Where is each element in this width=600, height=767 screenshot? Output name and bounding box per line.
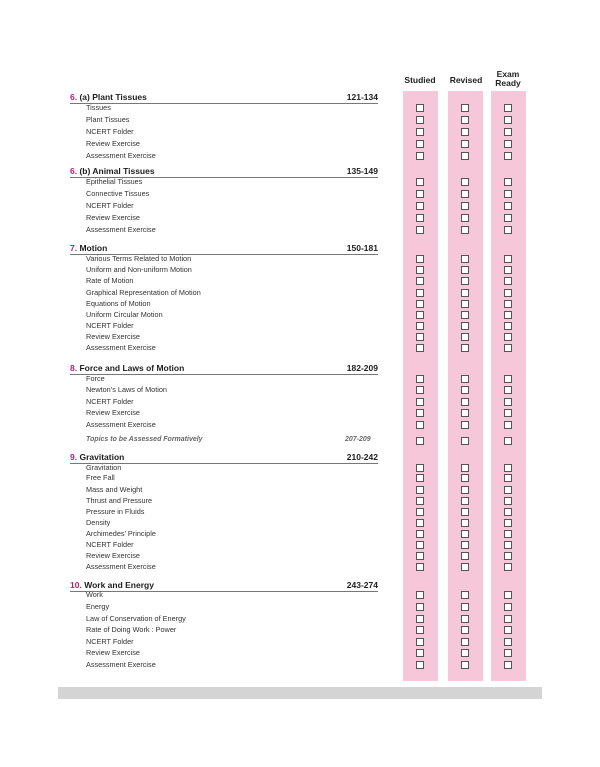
column-header-exam-ready xyxy=(488,70,528,88)
studied-checkbox[interactable] xyxy=(416,202,424,210)
studied-checkbox[interactable] xyxy=(416,615,424,623)
section-number: 10. xyxy=(70,580,82,590)
topic-item: Review Exercise xyxy=(86,213,140,222)
studied-checkbox[interactable] xyxy=(416,541,424,549)
revised-checkbox[interactable] xyxy=(461,615,469,623)
studied-checkbox[interactable] xyxy=(416,333,424,341)
exam-ready-checkbox[interactable] xyxy=(504,311,512,319)
studied-checkbox[interactable] xyxy=(416,464,424,472)
studied-checkbox[interactable] xyxy=(416,277,424,285)
topic-item: Graphical Representation of Motion xyxy=(86,288,201,297)
exam-ready-checkbox[interactable] xyxy=(504,214,512,222)
studied-checkbox[interactable] xyxy=(416,116,424,124)
section-title xyxy=(70,166,155,176)
studied-checkbox[interactable] xyxy=(416,591,424,599)
section-title xyxy=(70,243,107,253)
revised-checkbox[interactable] xyxy=(461,409,469,417)
topic-item: Assessment Exercise xyxy=(86,562,156,571)
revised-checkbox[interactable] xyxy=(461,226,469,234)
topic-item: Various Terms Related to Motion xyxy=(86,254,192,263)
topic-item: Tissues xyxy=(86,103,111,112)
revised-checkbox[interactable] xyxy=(461,300,469,308)
section-title-text: Gravitation xyxy=(79,452,125,462)
exam-ready-checkbox[interactable] xyxy=(504,104,512,112)
section-pages: 243-274 xyxy=(346,580,378,590)
exam-ready-checkbox[interactable] xyxy=(504,202,512,210)
topic-item: Thrust and Pressure xyxy=(86,496,153,505)
topic-item: Energy xyxy=(86,602,110,611)
topic-item: Review Exercise xyxy=(86,551,140,560)
exam-ready-checkbox[interactable] xyxy=(504,322,512,330)
revised-checkbox[interactable] xyxy=(461,519,469,527)
section-pages: 135-149 xyxy=(346,166,378,176)
exam-ready-checkbox[interactable] xyxy=(504,464,512,472)
studied-checkbox[interactable] xyxy=(416,128,424,136)
topic-item: NCERT Folder xyxy=(86,397,134,406)
topic-item: Assessment Exercise xyxy=(86,420,156,429)
exam-ready-checkbox[interactable] xyxy=(504,116,512,124)
exam-ready-checkbox[interactable] xyxy=(504,591,512,599)
studied-checkbox[interactable] xyxy=(416,311,424,319)
topic-item: NCERT Folder xyxy=(86,637,134,646)
section-number: 7. xyxy=(70,243,78,253)
topic-item: Review Exercise xyxy=(86,408,140,417)
topic-item: Epithelial Tissues xyxy=(86,177,143,186)
exam-ready-checkbox[interactable] xyxy=(504,638,512,646)
revised-checkbox[interactable] xyxy=(461,255,469,263)
section-divider xyxy=(70,103,378,104)
studied-checkbox[interactable] xyxy=(416,497,424,505)
revised-checkbox[interactable] xyxy=(461,140,469,148)
studied-checkbox[interactable] xyxy=(416,421,424,429)
section-number: 9. xyxy=(70,452,78,462)
studied-checkbox[interactable] xyxy=(416,178,424,186)
revised-checkbox[interactable] xyxy=(461,603,469,611)
revised-checkbox[interactable] xyxy=(461,563,469,571)
topic-item: NCERT Folder xyxy=(86,540,134,549)
exam-ready-checkbox[interactable] xyxy=(504,474,512,482)
topic-item: Force xyxy=(86,374,105,383)
exam-ready-checkbox[interactable] xyxy=(504,486,512,494)
topic-item: Mass and Weight xyxy=(86,485,143,494)
topic-item: Review Exercise xyxy=(86,139,140,148)
topic-item: Archimedes’ Principle xyxy=(86,529,156,538)
section-number: 6. xyxy=(70,166,78,176)
topic-item: Rate of Doing Work : Power xyxy=(86,625,177,634)
section-title xyxy=(70,580,154,590)
topic-item: Review Exercise xyxy=(86,648,140,657)
studied-checkbox[interactable] xyxy=(416,300,424,308)
formative-assessment-pages: 207-209 xyxy=(345,436,371,443)
exam-ready-checkbox[interactable] xyxy=(504,615,512,623)
revised-checkbox[interactable] xyxy=(461,638,469,646)
exam-ready-checkbox[interactable] xyxy=(504,266,512,274)
exam-ready-checkbox[interactable] xyxy=(504,541,512,549)
studied-checkbox[interactable] xyxy=(416,437,424,445)
revised-checkbox[interactable] xyxy=(461,322,469,330)
exam-ready-checkbox[interactable] xyxy=(504,508,512,516)
studied-checkbox[interactable] xyxy=(416,661,424,669)
studied-checkbox[interactable] xyxy=(416,638,424,646)
topic-item: Plant Tissues xyxy=(86,115,130,124)
revised-checkbox[interactable] xyxy=(461,311,469,319)
studied-checkbox[interactable] xyxy=(416,552,424,560)
exam-ready-checkbox[interactable] xyxy=(504,409,512,417)
revised-checkbox[interactable] xyxy=(461,104,469,112)
exam-ready-checkbox[interactable] xyxy=(504,661,512,669)
topic-item: Uniform Circular Motion xyxy=(86,310,163,319)
studied-checkbox[interactable] xyxy=(416,152,424,160)
revised-checkbox[interactable] xyxy=(461,661,469,669)
studied-checkbox[interactable] xyxy=(416,322,424,330)
section-pages: 210-242 xyxy=(346,452,378,462)
exam-ready-checkbox[interactable] xyxy=(504,626,512,634)
studied-checkbox[interactable] xyxy=(416,266,424,274)
section-number: 8. xyxy=(70,363,78,373)
exam-ready-checkbox[interactable] xyxy=(504,255,512,263)
revised-checkbox[interactable] xyxy=(461,497,469,505)
exam-ready-checkbox[interactable] xyxy=(504,375,512,383)
topic-item: Free Fall xyxy=(86,473,115,482)
revised-checkbox[interactable] xyxy=(461,437,469,445)
section-title-text: (a) Plant Tissues xyxy=(79,92,147,102)
topic-item: Assessment Exercise xyxy=(86,660,156,669)
section-title xyxy=(70,363,184,373)
revised-checkbox[interactable] xyxy=(461,190,469,198)
topic-item: Uniform and Non-uniform Motion xyxy=(86,265,192,274)
exam-ready-checkbox[interactable] xyxy=(504,603,512,611)
revised-checkbox[interactable] xyxy=(461,591,469,599)
section-title xyxy=(70,92,147,102)
revised-checkbox[interactable] xyxy=(461,152,469,160)
topic-item: Equations of Motion xyxy=(86,299,151,308)
exam-ready-checkbox[interactable] xyxy=(504,437,512,445)
exam-ready-checkbox[interactable] xyxy=(504,190,512,198)
section-divider xyxy=(70,591,378,592)
topic-item: Gravitation xyxy=(86,463,122,472)
topic-item: Review Exercise xyxy=(86,332,140,341)
exam-ready-checkbox[interactable] xyxy=(504,530,512,538)
section-pages: 182-209 xyxy=(346,363,378,373)
studied-checkbox[interactable] xyxy=(416,386,424,394)
exam-ready-checkbox[interactable] xyxy=(504,300,512,308)
exam-ready-checkbox[interactable] xyxy=(504,128,512,136)
revised-checkbox[interactable] xyxy=(461,530,469,538)
revised-checkbox[interactable] xyxy=(461,421,469,429)
studied-checkbox[interactable] xyxy=(416,375,424,383)
column-header-studied: Studied xyxy=(404,75,436,85)
exam-ready-checkbox[interactable] xyxy=(504,277,512,285)
exam-ready-checkbox[interactable] xyxy=(504,552,512,560)
section-number: 6. xyxy=(70,92,78,102)
exam-ready-checkbox[interactable] xyxy=(504,497,512,505)
studied-checkbox[interactable] xyxy=(416,530,424,538)
column-header-revised: Revised xyxy=(449,75,483,85)
topic-item: Assessment Exercise xyxy=(86,343,156,352)
studied-checkbox[interactable] xyxy=(416,519,424,527)
revised-checkbox[interactable] xyxy=(461,398,469,406)
studied-checkbox[interactable] xyxy=(416,626,424,634)
exam-ready-checkbox[interactable] xyxy=(504,333,512,341)
revised-checkbox[interactable] xyxy=(461,128,469,136)
section-divider xyxy=(70,374,378,375)
topic-item: Assessment Exercise xyxy=(86,225,156,234)
column-header-exam-ready-line2: Ready xyxy=(495,78,521,88)
section-title-text: Work and Energy xyxy=(84,580,154,590)
section-header xyxy=(70,580,378,592)
revised-checkbox[interactable] xyxy=(461,202,469,210)
footer-bar xyxy=(58,687,542,699)
revised-checkbox[interactable] xyxy=(461,541,469,549)
revised-checkbox[interactable] xyxy=(461,116,469,124)
studied-checkbox[interactable] xyxy=(416,289,424,297)
section-header xyxy=(70,92,378,104)
topic-item: NCERT Folder xyxy=(86,321,134,330)
topic-item: Work xyxy=(86,590,103,599)
studied-checkbox[interactable] xyxy=(416,255,424,263)
studied-checkbox[interactable] xyxy=(416,190,424,198)
studied-checkbox[interactable] xyxy=(416,104,424,112)
revised-checkbox[interactable] xyxy=(461,626,469,634)
exam-ready-checkbox[interactable] xyxy=(504,344,512,352)
studied-checkbox[interactable] xyxy=(416,409,424,417)
section-title-text: Force and Laws of Motion xyxy=(79,363,185,373)
topic-item: NCERT Folder xyxy=(86,201,134,210)
studied-checkbox[interactable] xyxy=(416,344,424,352)
topic-item: Assessment Exercise xyxy=(86,151,156,160)
topic-item: Connective Tissues xyxy=(86,189,150,198)
exam-ready-checkbox[interactable] xyxy=(504,563,512,571)
studied-checkbox[interactable] xyxy=(416,474,424,482)
studied-checkbox[interactable] xyxy=(416,649,424,657)
section-title-text: Motion xyxy=(79,243,108,253)
topic-item: Newton’s Laws of Motion xyxy=(86,385,167,394)
exam-ready-checkbox[interactable] xyxy=(504,519,512,527)
topic-item: Pressure in Fluids xyxy=(86,507,145,516)
revised-checkbox[interactable] xyxy=(461,552,469,560)
section-title-text: (b) Animal Tissues xyxy=(79,166,155,176)
studied-checkbox[interactable] xyxy=(416,603,424,611)
exam-ready-checkbox[interactable] xyxy=(504,649,512,657)
revised-checkbox[interactable] xyxy=(461,464,469,472)
exam-ready-checkbox[interactable] xyxy=(504,421,512,429)
revised-checkbox[interactable] xyxy=(461,344,469,352)
topic-item: NCERT Folder xyxy=(86,127,134,136)
studied-checkbox[interactable] xyxy=(416,563,424,571)
exam-ready-checkbox[interactable] xyxy=(504,398,512,406)
revised-checkbox[interactable] xyxy=(461,375,469,383)
studied-checkbox[interactable] xyxy=(416,508,424,516)
section-pages: 121-134 xyxy=(346,92,378,102)
studied-checkbox[interactable] xyxy=(416,486,424,494)
studied-checkbox[interactable] xyxy=(416,140,424,148)
exam-ready-checkbox[interactable] xyxy=(504,289,512,297)
topic-item: Rate of Motion xyxy=(86,276,134,285)
revised-checkbox[interactable] xyxy=(461,386,469,394)
section-pages: 150-181 xyxy=(346,243,378,253)
revised-checkbox[interactable] xyxy=(461,214,469,222)
studied-checkbox[interactable] xyxy=(416,226,424,234)
studied-checkbox[interactable] xyxy=(416,398,424,406)
column-header-exam-ready-line1: Exam xyxy=(496,69,520,79)
studied-checkbox[interactable] xyxy=(416,214,424,222)
exam-ready-checkbox[interactable] xyxy=(504,226,512,234)
exam-ready-checkbox[interactable] xyxy=(504,386,512,394)
revised-checkbox[interactable] xyxy=(461,277,469,285)
revised-checkbox[interactable] xyxy=(461,178,469,186)
revised-checkbox[interactable] xyxy=(461,486,469,494)
exam-ready-checkbox[interactable] xyxy=(504,152,512,160)
revised-checkbox[interactable] xyxy=(461,333,469,341)
exam-ready-checkbox[interactable] xyxy=(504,140,512,148)
revised-checkbox[interactable] xyxy=(461,474,469,482)
formative-assessment-note: Topics to be Assessed Formatively xyxy=(86,436,203,443)
revised-checkbox[interactable] xyxy=(461,266,469,274)
revised-checkbox[interactable] xyxy=(461,508,469,516)
topic-item: Density xyxy=(86,518,111,527)
section-header xyxy=(70,363,378,375)
revised-checkbox[interactable] xyxy=(461,649,469,657)
revised-checkbox[interactable] xyxy=(461,289,469,297)
section-title xyxy=(70,452,124,462)
topic-item: Law of Conservation of Energy xyxy=(86,614,186,623)
exam-ready-checkbox[interactable] xyxy=(504,178,512,186)
